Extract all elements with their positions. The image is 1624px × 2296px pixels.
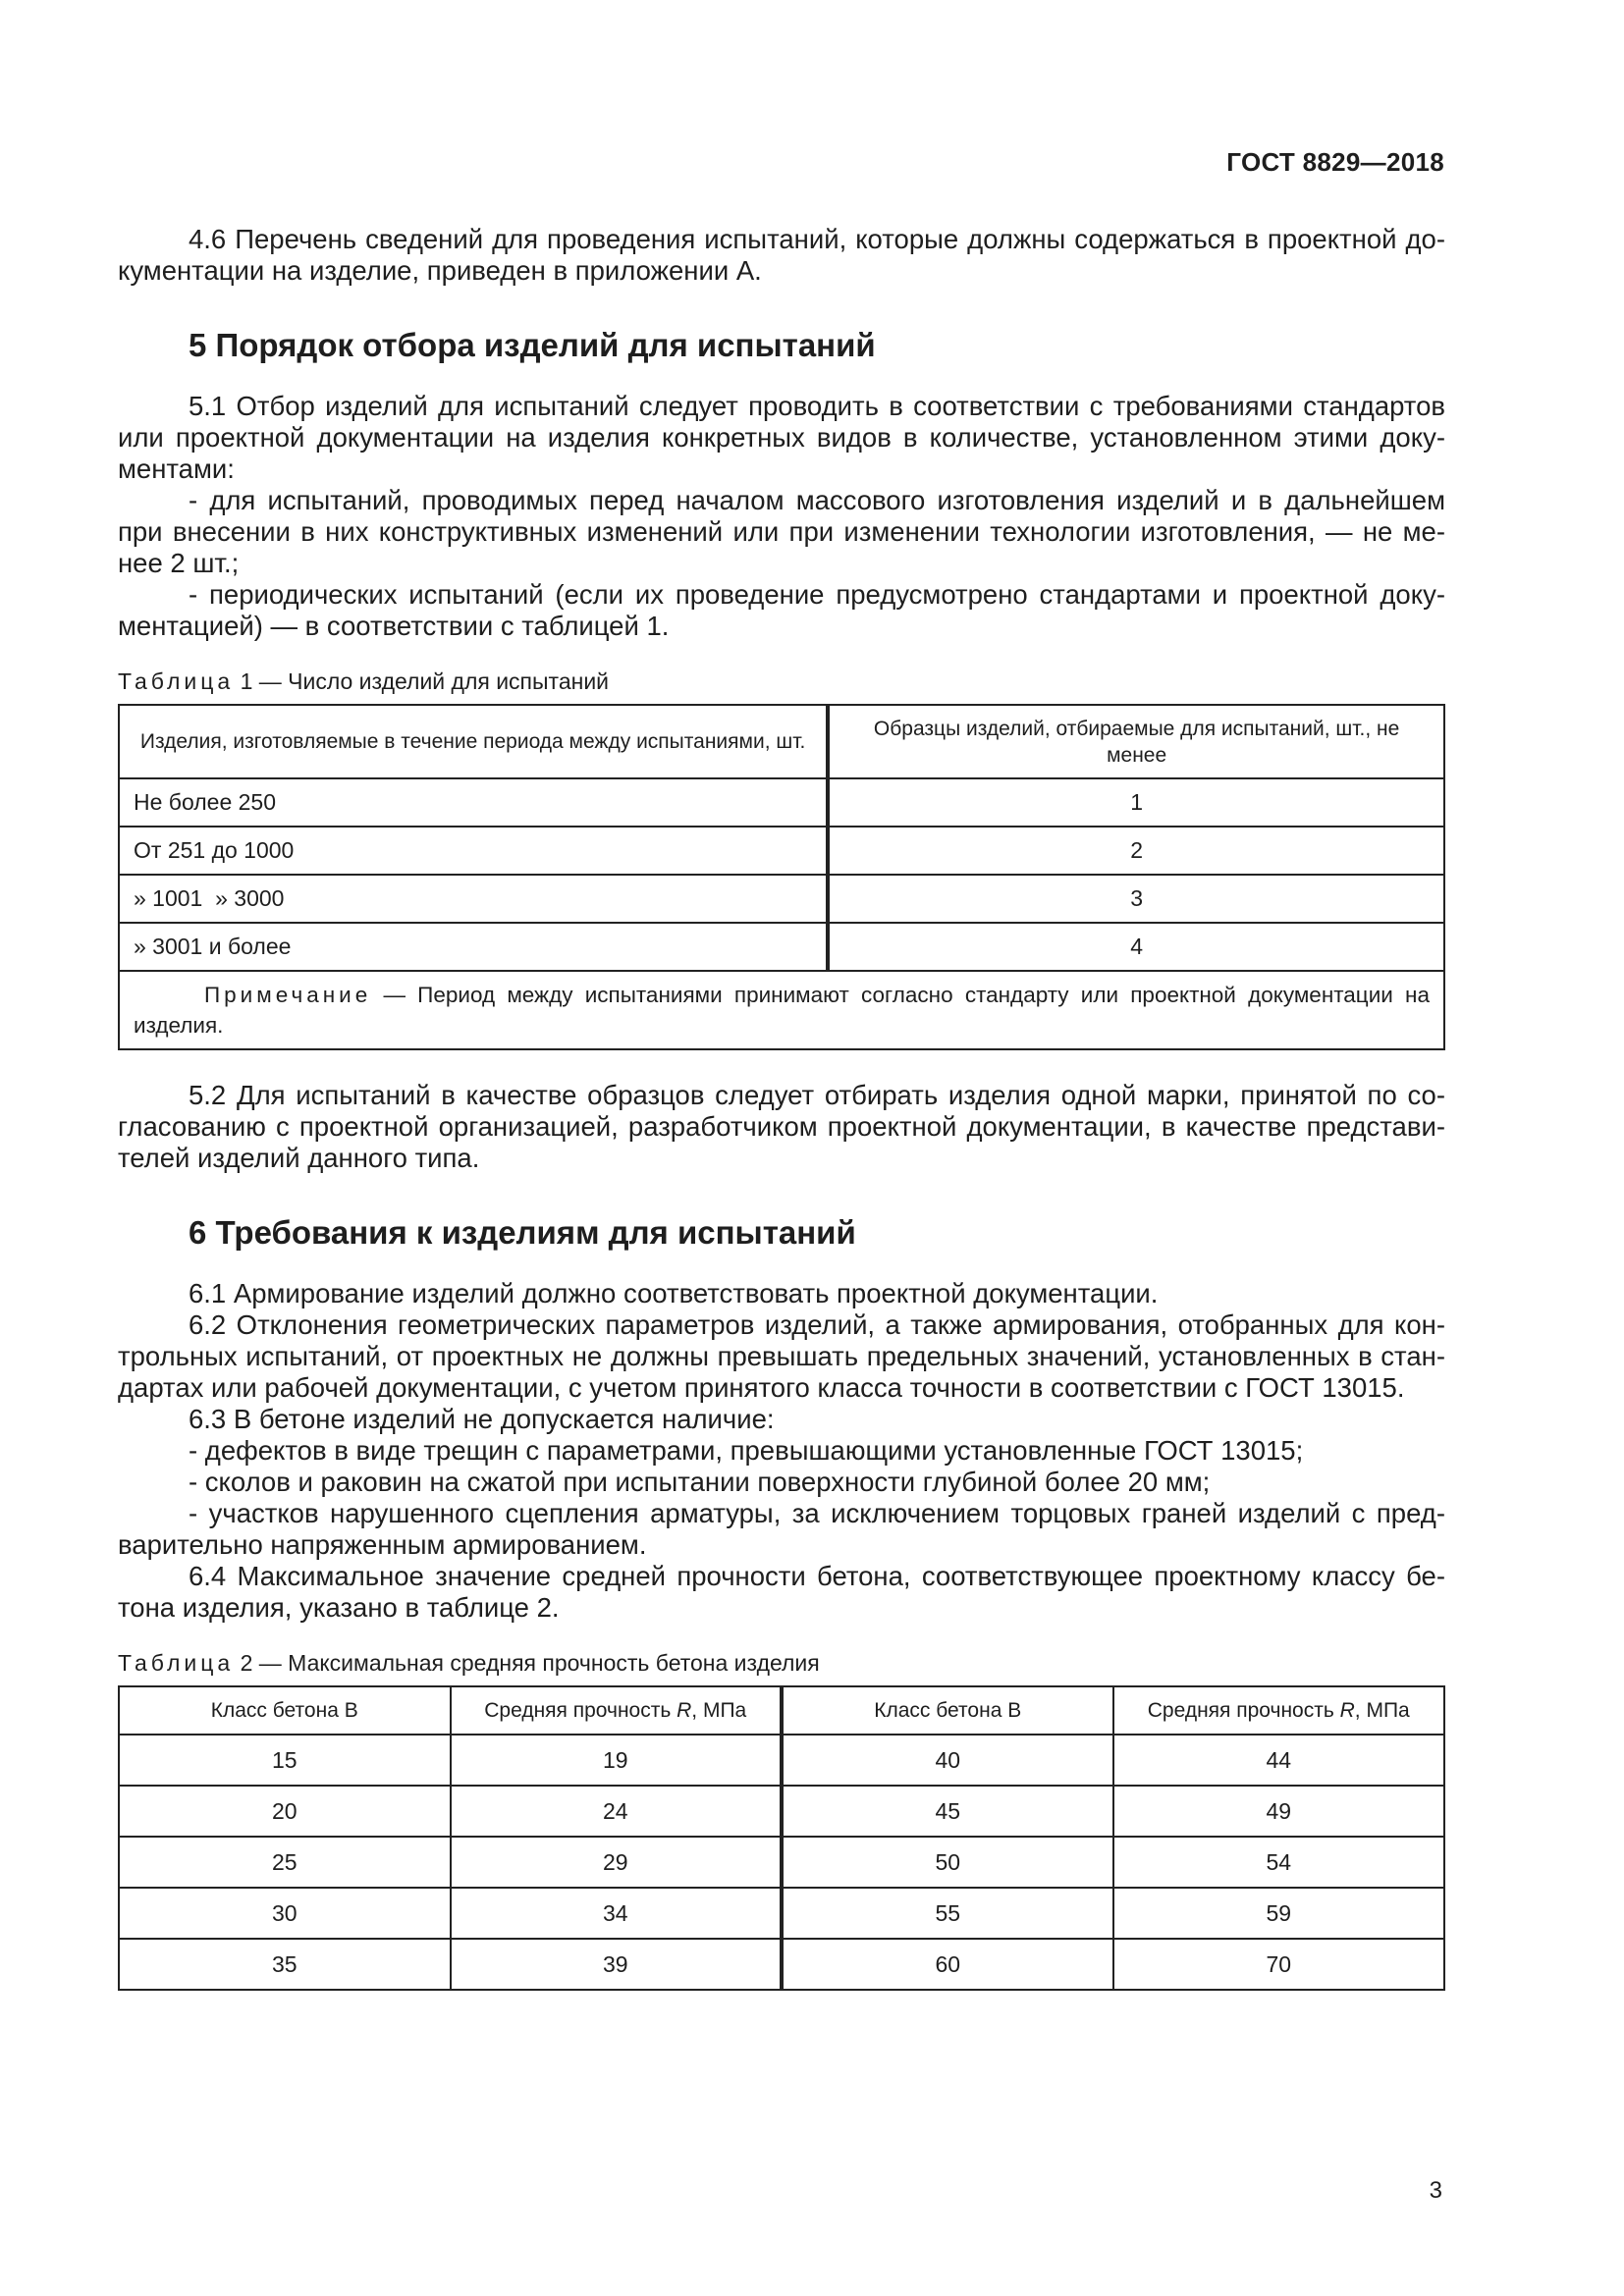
header-text: , МПа: [691, 1698, 747, 1722]
table-row: [119, 1786, 1444, 1837]
table-cell: 1: [828, 778, 1444, 827]
list-item: - дефектов в виде трещин с параметрами, превышающими установленные ГОСТ 13015;: [189, 1435, 1304, 1466]
list-item: - участков нарушенного сцепления арматуры, за исключением торцовых граней изделий с предварительно напряженным армированием.: [118, 1498, 1445, 1560]
table-header-cell: Класс бетона В: [782, 1686, 1113, 1735]
table-cell: 40: [782, 1735, 1113, 1786]
table-row: [119, 778, 1444, 827]
paragraph-5-1: 5.1 Отбор изделий для испытаний следует проводить в соответствии с требованиями стандартов или проектной документации на изделия конкретных видов в количестве, установленном этими документами:: [118, 391, 1445, 484]
table-header-row: [119, 1686, 1444, 1735]
table-cell: 54: [1113, 1837, 1445, 1888]
table-cell: 45: [782, 1786, 1113, 1837]
table-cell: 59: [1113, 1888, 1445, 1939]
table-row: [119, 1939, 1444, 1990]
table-cell: 2: [828, 827, 1444, 875]
paragraph-6-1: 6.1 Армирование изделий должно соответствовать проектной документации.: [189, 1278, 1159, 1308]
document-code: ГОСТ 8829—2018: [1226, 147, 1444, 177]
list-item: - сколов и раковин на сжатой при испытании поверхности глубиной более 20 мм;: [189, 1467, 1211, 1497]
table-row: [119, 1837, 1444, 1888]
table-row: [119, 1735, 1444, 1786]
caption-text: 1 — Число изделий для испытаний: [234, 668, 610, 694]
table-header-cell: Изделия, изготовляемые в течение периода между испытаниями, шт.: [119, 705, 828, 778]
page-content: [118, 224, 1445, 1991]
table-cell: 15: [119, 1735, 451, 1786]
table-cell: 25: [119, 1837, 451, 1888]
variable-r: R: [1339, 1698, 1355, 1722]
table-cell: 30: [119, 1888, 451, 1939]
table-row: [119, 875, 1444, 923]
list-item: - периодических испытаний (если их проведение предусмотрено стандартами и проектной документацией) — в соответствии с таблицей 1.: [118, 579, 1445, 641]
note-text: — Период между испытаниями принимают согласно стандарту или проектной документации на изделия.: [134, 983, 1430, 1038]
caption-label: Таблица: [118, 668, 235, 694]
table-header-cell: [1113, 1686, 1445, 1735]
table-row: [119, 923, 1444, 971]
table-2: [118, 1685, 1445, 1991]
table-row: [119, 1888, 1444, 1939]
paragraph-6-2: 6.2 Отклонения геометрических параметров изделий, а также армирования, отобранных для контрольных испытаний, от проектных не должны превышать предельных значений, установленных в стандартах или рабочей документации, с учетом принятого класса точности в соответствии с ГОСТ 13015.: [118, 1309, 1445, 1403]
table-cell: От 251 до 1000: [119, 827, 828, 875]
table-row: [119, 827, 1444, 875]
variable-r: R: [677, 1698, 692, 1722]
table-cell: 60: [782, 1939, 1113, 1990]
paragraph-4-6: 4.6 Перечень сведений для проведения испытаний, которые должны содержаться в проектной документации на изделие, приведен в приложении А.: [118, 224, 1445, 286]
header-text: Средняя прочность: [484, 1698, 677, 1722]
table-cell: 19: [451, 1735, 783, 1786]
table-header-row: [119, 705, 1444, 778]
paragraph-6-4: 6.4 Максимальное значение средней прочности бетона, соответствующее проектному классу бетона изделия, указано в таблице 2.: [118, 1561, 1445, 1623]
table-cell: 44: [1113, 1735, 1445, 1786]
table-cell: 39: [451, 1939, 783, 1990]
table-cell: 34: [451, 1888, 783, 1939]
header-text: , МПа: [1354, 1698, 1410, 1722]
table-cell: 29: [451, 1837, 783, 1888]
table-cell: » 3001 и более: [119, 923, 828, 971]
table-note: [119, 971, 1444, 1049]
header-text: Средняя прочность: [1147, 1698, 1340, 1722]
paragraph-6-3: 6.3 В бетоне изделий не допускается наличие:: [189, 1404, 775, 1434]
section-6-title: 6 Требования к изделиям для испытаний: [189, 1214, 856, 1251]
table-header-cell: Класс бетона В: [119, 1686, 451, 1735]
table-note-row: [119, 971, 1444, 1049]
caption-label: Таблица: [118, 1650, 235, 1676]
table-cell: 20: [119, 1786, 451, 1837]
list-item: - для испытаний, проводимых перед началом массового изготовления изделий и в дальнейшем при внесении в них конструктивных изменений или при изменении технологии изготовления, — не менее 2 шт.;: [118, 485, 1445, 578]
paragraph-5-2: 5.2 Для испытаний в качестве образцов следует отбирать изделия одной марки, принятой по согласованию с проектной организацией, разработчиком проектной документации, в качестве представителей изделий данного типа.: [118, 1080, 1445, 1173]
table-cell: 3: [828, 875, 1444, 923]
table-cell: 24: [451, 1786, 783, 1837]
table-2-caption: [118, 1649, 1445, 1677]
table-cell: 55: [782, 1888, 1113, 1939]
section-5-title: 5 Порядок отбора изделий для испытаний: [189, 327, 876, 363]
table-cell: Не более 250: [119, 778, 828, 827]
table-1: [118, 704, 1445, 1050]
table-header-cell: [451, 1686, 783, 1735]
table-1-caption: [118, 667, 1445, 695]
table-cell: » 1001 » 3000: [119, 875, 828, 923]
table-cell: 50: [782, 1837, 1113, 1888]
table-cell: 70: [1113, 1939, 1445, 1990]
table-cell: 49: [1113, 1786, 1445, 1837]
caption-text: 2 — Максимальная средняя прочность бетона изделия: [234, 1650, 820, 1676]
table-cell: 35: [119, 1939, 451, 1990]
table-cell: 4: [828, 923, 1444, 971]
note-label: Примечание: [204, 983, 372, 1007]
table-header-cell: Образцы изделий, отбираемые для испытаний, шт., не менее: [828, 705, 1444, 778]
page-number: 3: [1429, 2177, 1442, 2204]
